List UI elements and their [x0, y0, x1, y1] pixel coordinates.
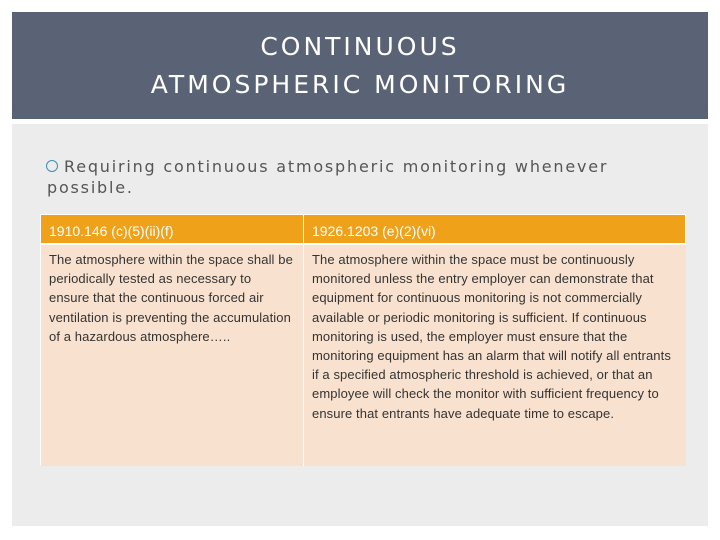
- slide-title-line-2: ATMOSPHERIC MONITORING: [150, 69, 570, 99]
- bullet-text-line-1: Requiring continuous atmospheric monitoring whenever: [64, 157, 609, 176]
- bullet-text: [47, 156, 609, 198]
- table-cell-right: The atmosphere within the space must be continuously monitored unless the entry employer can demonstrate that equipment for continuous monitoring is not commercially available or periodic monitoring is sufficient. If continuous monitoring is used, the employer must ensure that the monitoring equipment has an alarm that will notify all entrants if a specified atmospheric threshold is achieved, or that an employee will check the monitor with sufficient frequency to ensure that entrants have adequate time to escape.: [304, 245, 686, 466]
- bullet-item: [46, 156, 656, 198]
- table-header-left: 1910.146 (c)(5)(ii)(f): [41, 215, 304, 245]
- bullet-text-line-2: possible.: [47, 178, 134, 197]
- title-band: [12, 12, 708, 119]
- hollow-circle-bullet-icon: [46, 160, 58, 172]
- regulation-comparison-table: [40, 214, 685, 465]
- slide-title-line-1: CONTINUOUS: [260, 31, 460, 61]
- table-header-right: 1926.1203 (e)(2)(vi): [304, 215, 686, 245]
- table-cell-left: The atmosphere within the space shall be periodically tested as necessary to ensure that the continuous forced air ventilation is preventing the accumulation of a hazardous atmosphere…..: [41, 245, 304, 466]
